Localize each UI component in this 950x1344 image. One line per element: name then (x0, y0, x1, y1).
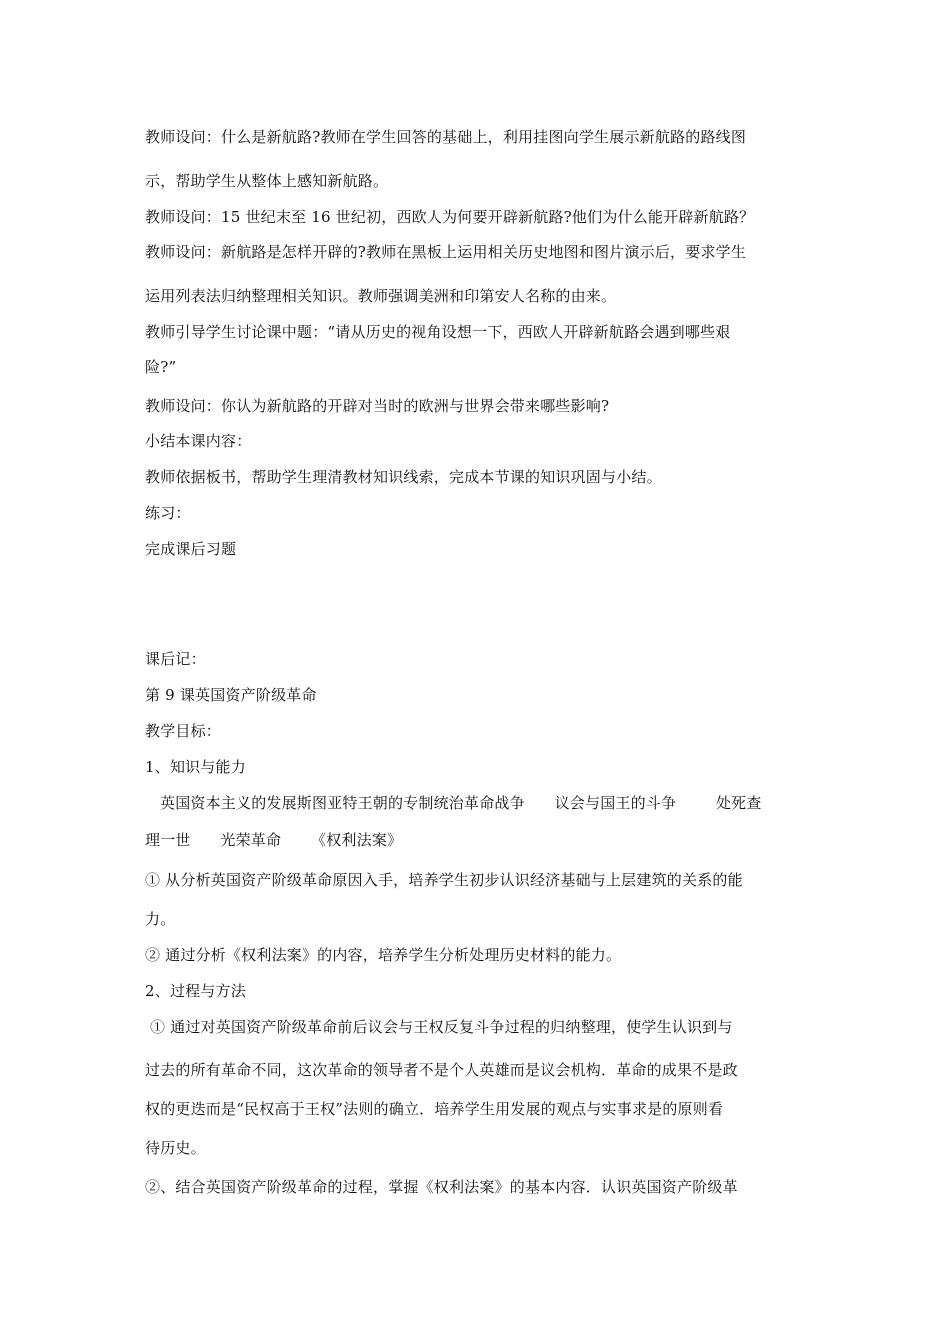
text-line: 教师引导学生讨论课中题：“请从历史的视角设想一下，西欧人开辟新航路会遇到哪些艰 (145, 323, 731, 341)
text-line: ① 从分析英国资产阶级革命原因入手，培养学生初步认识经济基础与上层建筑的关系的能 (145, 871, 743, 889)
text-line: ② 通过分析《权利法案》的内容，培养学生分析处理历史材料的能力。 (145, 946, 622, 964)
subsection-heading: 1、知识与能力 (145, 758, 246, 776)
section-heading: 课后记： (145, 650, 206, 668)
text-line: 过去的所有革命不同，这次革命的领导者不是个人英雄而是议会机构．革命的成果不是政 (145, 1061, 738, 1079)
text-line: 完成课后习题 (145, 540, 237, 558)
text-line: 教师设问：新航路是怎样开辟的?教师在黑板上运用相关历史地图和图片演示后，要求学生 (145, 243, 747, 261)
text-line: 力。 (145, 910, 176, 928)
text-line: 教师依据板书，帮助学生理清教材知识线索，完成本节课的知识巩固与小结。 (145, 468, 662, 486)
section-heading: 小结本课内容： (145, 432, 252, 450)
lesson-title: 第 9 课英国资产阶级革命 (145, 686, 317, 704)
section-heading: 教学目标： (145, 722, 222, 740)
text-line: 英国资本主义的发展斯图亚特王朝的专制统治革命战争 议会与国王的斗争 处死查 (160, 794, 762, 812)
text-line: 险?” (145, 358, 177, 376)
text-line: 待历史。 (145, 1139, 206, 1157)
text-line: 教师设问：15 世纪末至 16 世纪初，西欧人为何要开辟新航路?他们为什么能开辟新航路？ (145, 208, 755, 226)
text-line: 教师设问：你认为新航路的开辟对当时的欧洲与世界会带来哪些影响? (145, 397, 610, 415)
text-line: 理一世 光荣革命 《权利法案》 (145, 831, 403, 849)
text-line: ① 通过对英国资产阶级革命前后议会与王权反复斗争过程的归纳整理，使学生认识到与 (150, 1018, 733, 1036)
text-line: 运用列表法归纳整理相关知识。教师强调美洲和印第安人名称的由来。 (145, 287, 617, 305)
text-line: 权的更迭而是“民权高于王权”法则的确立．培养学生用发展的观点与实事求是的原则看 (145, 1100, 724, 1118)
text-line: 教师设问：什么是新航路?教师在学生回答的基础上，利用挂图向学生展示新航路的路线图 (145, 128, 747, 146)
text-line: 示，帮助学生从整体上感知新航路。 (145, 172, 389, 190)
subsection-heading: 2、过程与方法 (145, 982, 246, 1000)
section-heading: 练习： (145, 504, 191, 522)
text-line: ②、结合英国资产阶级革命的过程，掌握《权利法案》的基本内容．认识英国资产阶级革 (145, 1178, 738, 1196)
